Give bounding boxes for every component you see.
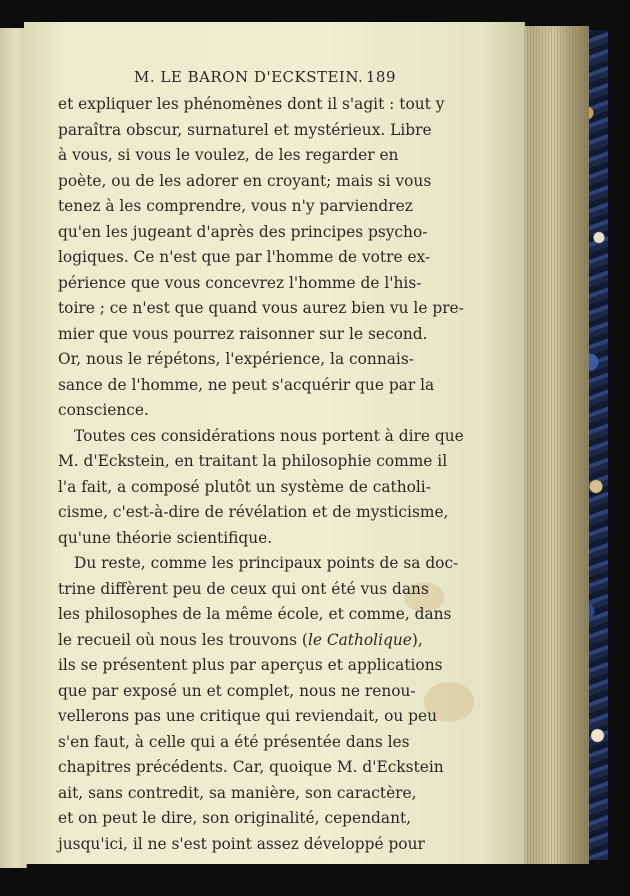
text-line: ils se présentent plus par aperçus et applications — [58, 656, 443, 674]
running-head: M. LE BARON D'ECKSTEIN. — [134, 68, 364, 86]
text-line: Du reste, comme les principaux points de sa doc- — [74, 554, 459, 572]
text-line: qu'en les jugeant d'après des principes psycho- — [58, 222, 428, 241]
text-line: cisme, c'est-à-dire de révélation et de mysticisme, — [58, 503, 449, 521]
text-line: et on peut le dire, son originalité, cependant, — [58, 809, 412, 827]
text-line: chapitres précédents. Car, quoique M. d'Eckstein — [58, 758, 444, 776]
text-line: jusqu'ici, il ne s'est point assez développé pour — [58, 834, 425, 853]
text-line: à vous, si vous le voulez, de les regarder en — [58, 146, 399, 164]
text-line: sance de l'homme, ne peut s'acquérir que par la — [58, 375, 435, 394]
text-line: les philosophes de la même école, et comme, dans — [58, 605, 452, 623]
italic-title: le Catholique — [307, 630, 412, 649]
text-line: vellerons pas une critique qui reviendait, ou peu — [58, 707, 438, 725]
text-line: ait, sans contredit, sa manière, son caractère, — [58, 783, 417, 802]
text-line-with-title — [58, 628, 423, 654]
body-text — [58, 92, 464, 857]
text-line: conscience. — [58, 401, 149, 419]
page-number: 189 — [365, 68, 396, 86]
text-line: Or, nous le répétons, l'expérience, la connais- — [58, 350, 414, 368]
text-line: M. d'Eckstein, en traitant la philosophie comme il — [58, 452, 448, 470]
page-header — [70, 68, 396, 92]
text-line: logiques. Ce n'est que par l'homme de votre ex- — [58, 248, 431, 266]
text-line: qu'une théorie scientifique. — [58, 528, 273, 547]
text-line: et expliquer les phénomènes dont il s'agit : tout y — [58, 95, 445, 113]
text-line: paraîtra obscur, surnaturel et mystérieux. Libre — [58, 120, 432, 139]
text-line: périence que vous concevrez l'homme de l'his- — [58, 273, 422, 292]
text-line: Toutes ces considérations nous portent à dire que — [74, 426, 464, 445]
text-line: mier que vous pourrez raisonner sur le second. — [58, 324, 428, 343]
text-line: que par exposé un et complet, nous ne renou- — [58, 681, 416, 700]
text-fragment: ), — [411, 630, 423, 649]
text-fragment: le recueil où nous les trouvons ( — [58, 630, 308, 649]
text-line: l'a fait, a composé plutôt un système de catholi- — [58, 477, 431, 496]
text-line: poète, ou de les adorer en croyant; mais si vous — [58, 171, 432, 190]
text-line: s'en faut, à celle qui a été présentée dans les — [58, 732, 410, 751]
text-line: trine diffèrent peu de ceux qui ont été vus dans — [58, 579, 429, 598]
text-line: tenez à les comprendre, vous n'y parviendrez — [58, 197, 413, 215]
text-line: toire ; ce n'est que quand vous aurez bien vu le pre- — [58, 299, 464, 317]
previous-page-edge — [0, 28, 27, 868]
